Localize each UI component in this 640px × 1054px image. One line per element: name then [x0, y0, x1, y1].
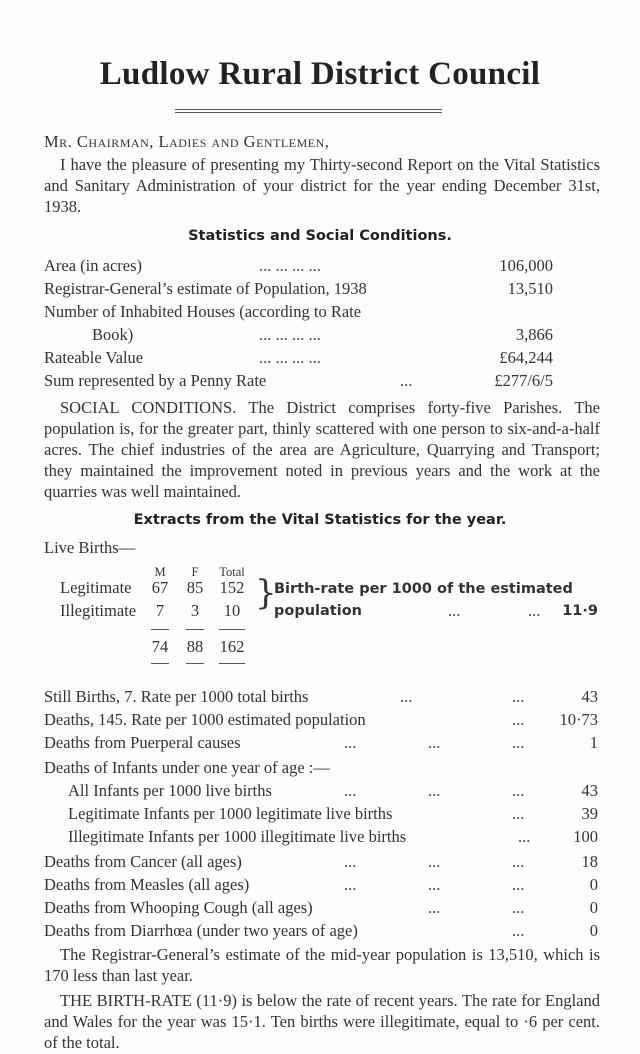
- leader-dots: ... ... ... ...: [259, 348, 321, 367]
- col-header-f: F: [191, 565, 199, 579]
- row-label-whooping-cough: Deaths from Whooping Cough (all ages): [44, 898, 313, 917]
- sum-rule: [219, 663, 245, 664]
- legitimate-label: Legitimate: [60, 578, 132, 597]
- row-label-diarrhoea: Deaths from Diarrhœa (under two years of age): [44, 921, 358, 940]
- row-label-illegit-infants: Illegitimate Infants per 1000 illegitimate live births: [68, 827, 407, 846]
- leader-dots: ...: [344, 875, 357, 894]
- stat-label-population: Registrar-General’s estimate of Population, 1938: [44, 279, 367, 298]
- row-value-puerperal: 1: [589, 733, 598, 752]
- row-label-all-infants: All Infants per 1000 live births: [68, 781, 272, 800]
- leader-dots: ...: [512, 687, 525, 706]
- title-divider: [175, 109, 442, 113]
- stat-label-rateable: Rateable Value: [44, 348, 144, 367]
- legitimate-total: 152: [219, 578, 245, 597]
- col-header-m: M: [154, 565, 166, 579]
- leader-dots: ... ... ... ...: [259, 325, 321, 344]
- leader-dots: ...: [512, 852, 525, 871]
- row-label-infant-deaths-heading: Deaths of Infants under one year of age :—: [44, 758, 330, 777]
- row-label-puerperal: Deaths from Puerperal causes: [44, 733, 241, 752]
- extracts-heading: Extracts from the Vital Statistics for the year.: [133, 512, 507, 528]
- salutation: Mr. Chairman, Ladies and Gentlemen,: [44, 132, 330, 151]
- leader-dots: ...: [344, 781, 357, 800]
- live-births-label: Live Births—: [44, 538, 136, 557]
- illegitimate-label: Illegitimate: [60, 601, 137, 620]
- sum-rule: [186, 663, 204, 664]
- leader-dots: ...: [400, 687, 413, 706]
- leader-dots: ...: [400, 371, 413, 390]
- leader-dots: ...: [512, 710, 525, 729]
- leader-dots: ...: [528, 601, 541, 620]
- intro-paragraph: I have the pleasure of presenting my Thirty-second Report on the Vital Statistics and Sanitary Administration of your district for the year ending December 31st, 1938.: [44, 155, 600, 216]
- total-f: 88: [186, 637, 204, 656]
- stat-label-houses: Number of Inhabited Houses (according to Rate: [44, 302, 362, 321]
- closing-paragraph-birth-rate: THE BIRTH-RATE (11·9) is below the rate of recent years. The rate for England and Wales for the year was 15·1. Ten births were illegitimate, equal to ·6 per cent. of the total.: [44, 991, 600, 1052]
- row-value-legit-infants: 39: [581, 804, 598, 823]
- sum-rule: [151, 629, 169, 630]
- social-conditions-lead: SOCIAL CONDITIONS.: [60, 398, 237, 417]
- stat-label-penny-rate: Sum represented by a Penny Rate: [44, 371, 267, 390]
- leader-dots: ...: [512, 804, 525, 823]
- row-value-cancer: 18: [581, 852, 598, 871]
- stat-value-houses: 3,866: [515, 325, 553, 344]
- stat-value-penny-rate: £277/6/5: [494, 371, 553, 390]
- stat-value-area: 106,000: [499, 256, 553, 275]
- sum-rule: [219, 629, 245, 630]
- row-value-all-infants: 43: [581, 781, 598, 800]
- row-value-measles: 0: [589, 875, 598, 894]
- birth-rate-label-line2: population: [274, 603, 362, 619]
- brace-glyph: }: [255, 573, 277, 613]
- social-conditions-text: The District comprises forty-five Parishes. The population is, for the greater part, thinly scattered with one person to six-and-a-half acres. The chief industries of the area are Agriculture, Quarrying and Transport; they maintained the improvement noted in previous years and the work at the quarries was well maintained.: [44, 398, 600, 501]
- row-label-measles: Deaths from Measles (all ages): [44, 875, 250, 894]
- leader-dots: ... ... ... ...: [259, 256, 321, 275]
- birth-rate-value: 11·9: [562, 603, 598, 619]
- illegitimate-f: 3: [190, 601, 200, 620]
- illegitimate-total: 10: [223, 601, 241, 620]
- row-value-whooping-cough: 0: [589, 898, 598, 917]
- closing-paragraph-population: The Registrar-General’s estimate of the mid-year population is 13,510, which is 170 less than last year.: [44, 945, 600, 985]
- leader-dots: ...: [428, 733, 441, 752]
- row-label-still-births: Still Births, 7. Rate per 1000 total births: [44, 687, 309, 706]
- row-label-deaths: Deaths, 145. Rate per 1000 estimated population: [44, 710, 366, 729]
- illegitimate-m: 7: [155, 601, 165, 620]
- leader-dots: ...: [428, 781, 441, 800]
- row-value-illegit-infants: 100: [573, 827, 598, 846]
- leader-dots: ...: [512, 921, 525, 940]
- row-value-still-births: 43: [581, 687, 598, 706]
- row-value-deaths: 10·73: [559, 710, 598, 729]
- row-value-diarrhoea: 0: [589, 921, 598, 940]
- social-conditions-paragraph: [44, 397, 600, 502]
- row-label-legit-infants: Legitimate Infants per 1000 legitimate live births: [68, 804, 393, 823]
- leader-dots: ...: [428, 875, 441, 894]
- legitimate-f: 85: [186, 578, 204, 597]
- stat-value-rateable: £64,244: [499, 348, 553, 367]
- stat-value-population: 13,510: [507, 279, 553, 298]
- leader-dots: ...: [428, 852, 441, 871]
- statistics-heading: Statistics and Social Conditions.: [188, 228, 452, 244]
- leader-dots: ...: [344, 733, 357, 752]
- leader-dots: ...: [512, 733, 525, 752]
- birth-rate-label-line1: Birth-rate per 1000 of the estimated: [274, 581, 573, 597]
- leader-dots: ...: [344, 852, 357, 871]
- leader-dots: ...: [448, 601, 461, 620]
- total-m: 74: [151, 637, 169, 656]
- page-title: Ludlow Rural District Council: [99, 56, 541, 92]
- leader-dots: ...: [428, 898, 441, 917]
- sum-rule: [151, 663, 169, 664]
- row-label-cancer: Deaths from Cancer (all ages): [44, 852, 242, 871]
- leader-dots: ...: [512, 781, 525, 800]
- legitimate-m: 67: [151, 578, 169, 597]
- col-header-total: Total: [219, 565, 245, 579]
- stat-label-houses-cont: Book): [92, 325, 134, 344]
- sum-rule: [186, 629, 204, 630]
- total-all: 162: [219, 637, 245, 656]
- leader-dots: ...: [518, 827, 531, 846]
- stat-label-area: Area (in acres): [44, 256, 143, 275]
- leader-dots: ...: [512, 875, 525, 894]
- leader-dots: ...: [512, 898, 525, 917]
